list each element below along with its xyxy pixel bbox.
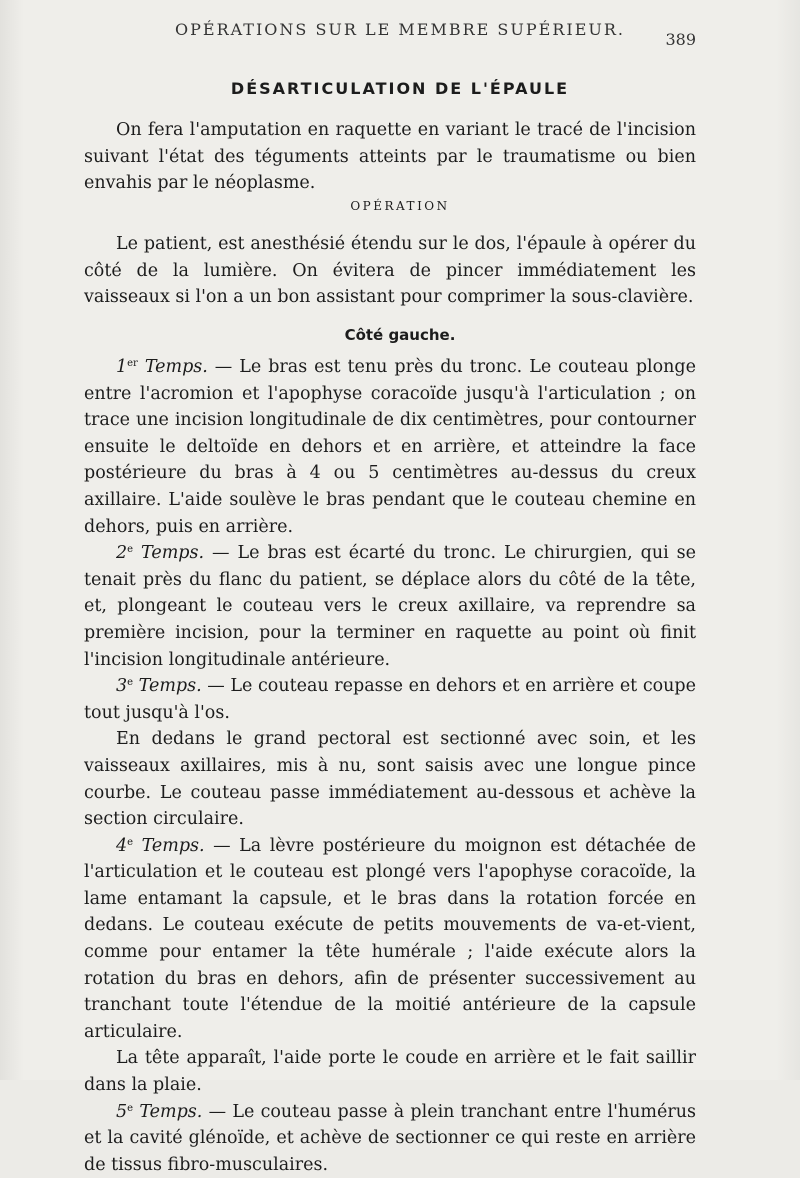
section-title: DÉSARTICULATION DE L'ÉPAULE	[230, 79, 570, 98]
operation-heading: OPÉRATION	[350, 199, 450, 213]
step-paragraph: 5e Temps. — Le couteau passe à plein tranchant entre l'humérus et la cavité glénoïde, et achève de sectionner ce qui reste en arrière de tissus fibro-musculaires.	[84, 1101, 696, 1175]
operation-block	[84, 231, 696, 311]
plain-paragraph: En dedans le grand pectoral est sectionné avec soin, et les vaisseaux axillaires, mis à nu, sont saisis avec une longue pince courbe. Le couteau passe immédiatement au-dessous et achève la section circulaire.	[84, 729, 696, 830]
operation-paragraph: Le patient, est anesthésié étendu sur le dos, l'épaule à opérer du côté de la lumière. On évitera de pincer immédiatement les vaisseaux si l'on a un bon assistant pour comprimer la sous-clavière.	[84, 234, 696, 308]
step-label: 5e Temps.	[116, 1101, 203, 1122]
step-label: 1er Temps.	[116, 357, 208, 377]
plain-paragraph: La tête apparaît, l'aide porte le coude en arrière et le fait saillir dans la plaie.	[84, 1048, 696, 1096]
steps-block	[84, 354, 696, 1178]
step-label: 3e Temps.	[116, 676, 202, 697]
running-head: OPÉRATIONS SUR LE MEMBRE SUPÉRIEUR.	[175, 20, 625, 39]
step-label: 4e Temps.	[116, 835, 205, 856]
intro-paragraph: On fera l'amputation en raquette en variant le tracé de l'incision suivant l'état des téguments atteints par le traumatisme ou bien envahis par le néoplasme.	[84, 120, 696, 194]
step-paragraph: 2e Temps. — Le bras est écarté du tronc. Le chirurgien, qui se tenait près du flanc du patient, se déplace alors du côté de la tête, et, plongeant le couteau vers le creux axillaire, va reprendre sa première incision, pour la terminer en raquette au point où finit l'incision longitudinale antérieure.	[84, 543, 696, 670]
page-number: 389	[665, 30, 696, 49]
step-paragraph: 3e Temps. — Le couteau repasse en dehors et en arrière et coupe tout jusqu'à l'os.	[84, 676, 696, 723]
side-heading: Côté gauche.	[344, 326, 456, 344]
step-paragraph: 4e Temps. — La lèvre postérieure du moignon est détachée de l'articulation et le couteau est plongé vers l'apophyse coracoïde, la lame entamant la capsule, et le bras dans la rotation forcée en dedans. Le couteau exécute de petits mouvements de va-et-vient, comme pour entamer la tête humérale ; l'aide exécute alors la rotation du bras en dehors, afin de présenter successivement au tranchant toute l'étendue de la moitié antérieure de la capsule articulaire.	[84, 835, 696, 1042]
intro-block	[84, 117, 696, 197]
step-paragraph: 1er Temps. — Le bras est tenu près du tronc. Le couteau plonge entre l'acromion et l'apophyse coracoïde jusqu'à l'articulation ; on trace une incision longitudinale de dix centimètres, pour contourner ensuite le deltoïde en dehors et en arrière, et atteindre la face postérieure du bras à 4 ou 5 centimètres au-dessus du creux axillaire. L'aide soulève le bras pendant que le couteau chemine en dehors, puis en arrière.	[84, 357, 696, 537]
step-label: 2e Temps.	[116, 543, 205, 564]
